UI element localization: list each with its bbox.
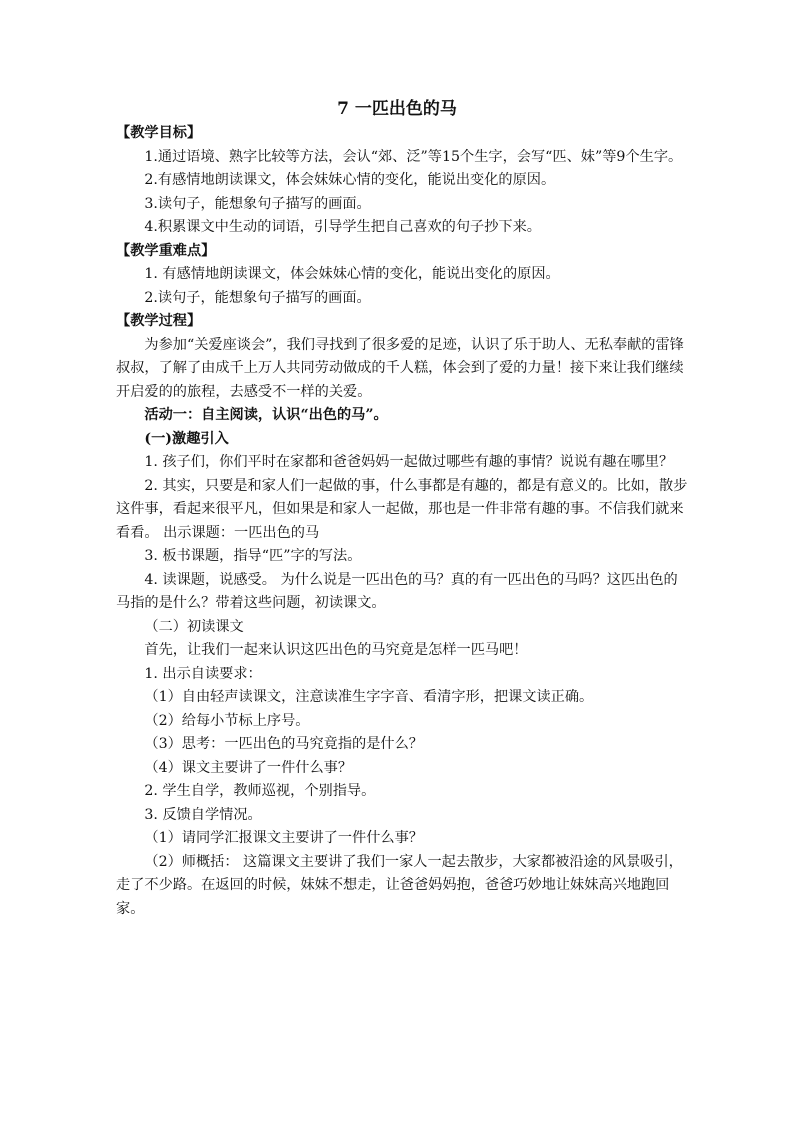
- key-point-item-2: 2.读句子，能想象句子描写的画面。: [144, 289, 371, 306]
- part-1-item-4: 4. 读课题，说感受。 为什么说是一匹出色的马？真的有一匹出色的马吗？这匹出色的马指的是什么？带着这些问题，初读课文。: [116, 571, 678, 611]
- goal-item-3: 3.读句子，能想象句子描写的画面。: [144, 195, 371, 212]
- activity-1-heading: 活动一：自主阅读，认识“出色的马”。: [144, 407, 388, 423]
- part-2-step-1: 1. 出示自读要求：: [144, 665, 262, 682]
- requirement-2: （2）给每小节标上序号。: [144, 712, 310, 729]
- requirement-4: （4）课文主要讲了一件什么事？: [144, 759, 353, 776]
- part-2-step-2: 2. 学生自学，教师巡视，个别指导。: [144, 783, 376, 799]
- requirement-1: （1）自由轻声读课文，注意读准生字字音、看清字形，把课文读正确。: [144, 689, 594, 705]
- part-1-item-1: 1. 孩子们，你们平时在家都和爸爸妈妈一起做过哪些有趣的事情？说说有趣在哪里？: [144, 454, 674, 470]
- document-body: [116, 122, 688, 921]
- key-point-item-1: 1. 有感情地朗读课文，体会妹妹心情的变化，能说出变化的原因。: [144, 266, 560, 282]
- part-2-lead: 首先，让我们一起来认识这匹出色的马究竟是怎样一匹马吧！: [144, 642, 528, 658]
- goal-item-2: 2.有感情地朗读课文，体会妹妹心情的变化，能说出变化的原因。: [144, 172, 556, 188]
- part-1-item-2: 2. 其实，只要是和家人们一起做的事，什么事都是有趣的，都是有意义的。比如，散步这件事，看起来很平凡，但如果是和家人一起做，那也是一件非常有趣的事。不信我们就来看看。 出示课题：一匹出色的马: [116, 477, 688, 541]
- section-heading-key-points: 【教学重难点】: [116, 242, 216, 259]
- goal-item-4: 4.积累课文中生动的词语，引导学生把自己喜欢的句子抄下来。: [144, 219, 541, 235]
- section-heading-process: 【教学过程】: [116, 313, 202, 329]
- page-title: 7 一匹出色的马: [337, 99, 457, 119]
- requirement-3: （3）思考：一匹出色的马究竟指的是什么？: [144, 736, 423, 752]
- part-1-item-3: 3. 板书课题，指导“匹”字的写法。: [144, 548, 362, 564]
- process-intro: 为参加“关爱座谈会”，我们寻找到了很多爱的足迹，认识了乐于助人、无私奉献的雷锋叔叔，了解了由成千上万人共同劳动做成的千人糕，体会到了爱的力量！接下来让我们继续开启爱的的旅程，去感受不一样的关爱。: [116, 336, 684, 400]
- part-2-heading: （二）初读课文: [144, 618, 244, 635]
- goal-item-1: 1.通过语境、熟字比较等方法，会认“郊、泛”等15个生字，会写“匹、妹”等9个生字。: [144, 148, 683, 165]
- part-2-step-3: 3. 反馈自学情况。: [144, 806, 262, 823]
- feedback-1: （1）请同学汇报课文主要讲了一件什么事？: [144, 830, 423, 846]
- section-heading-goals: 【教学目标】: [116, 125, 202, 141]
- part-1-heading: (一)激趣引入: [144, 430, 229, 447]
- feedback-2: （2）师概括： 这篇课文主要讲了我们一家人一起去散步，大家都被沿途的风景吸引，走了不少路。在返回的时候，妹妹不想走，让爸爸妈妈抱，爸爸巧妙地让妹妹高兴地跑回家。: [116, 853, 683, 917]
